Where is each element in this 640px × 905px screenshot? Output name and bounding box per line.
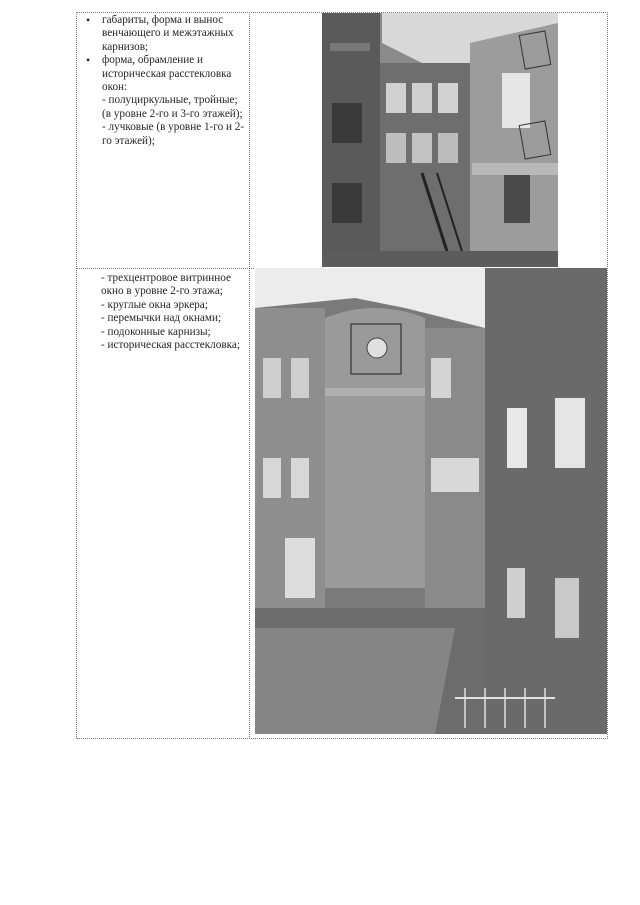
- sub-item: - полуциркульные, тройные; (в уровне 2-го и 3-го этажей);: [102, 94, 243, 120]
- list-item: - трехцентровое витринное окно в уровне 2-го этажа;: [101, 272, 231, 298]
- bullet-text: форма, обрамление и историческая расстекловка окон:: [102, 54, 232, 94]
- photo-courtyard-facade-upper: [322, 13, 558, 267]
- column-divider: [249, 12, 250, 739]
- list-item: - перемычки над окнами;: [101, 312, 222, 325]
- bullet-item-cornices: [84, 14, 246, 54]
- photo-courtyard-bay-tower: [255, 268, 607, 734]
- sub-item: - лучковые (в уровне 1-го и 2-го этажей);: [102, 121, 245, 147]
- row2-text-cell: [101, 272, 247, 352]
- bullet-text: габариты, форма и вынос венчающего и межэтажных карнизов;: [102, 14, 234, 53]
- list-item: - круглые окна эркера;: [101, 298, 208, 311]
- row1-text-cell: [84, 14, 246, 148]
- list-item: - историческая расстекловка;: [101, 339, 240, 352]
- list-item: - подоконные карнизы;: [101, 325, 211, 338]
- bullet-item-windows: [84, 54, 246, 148]
